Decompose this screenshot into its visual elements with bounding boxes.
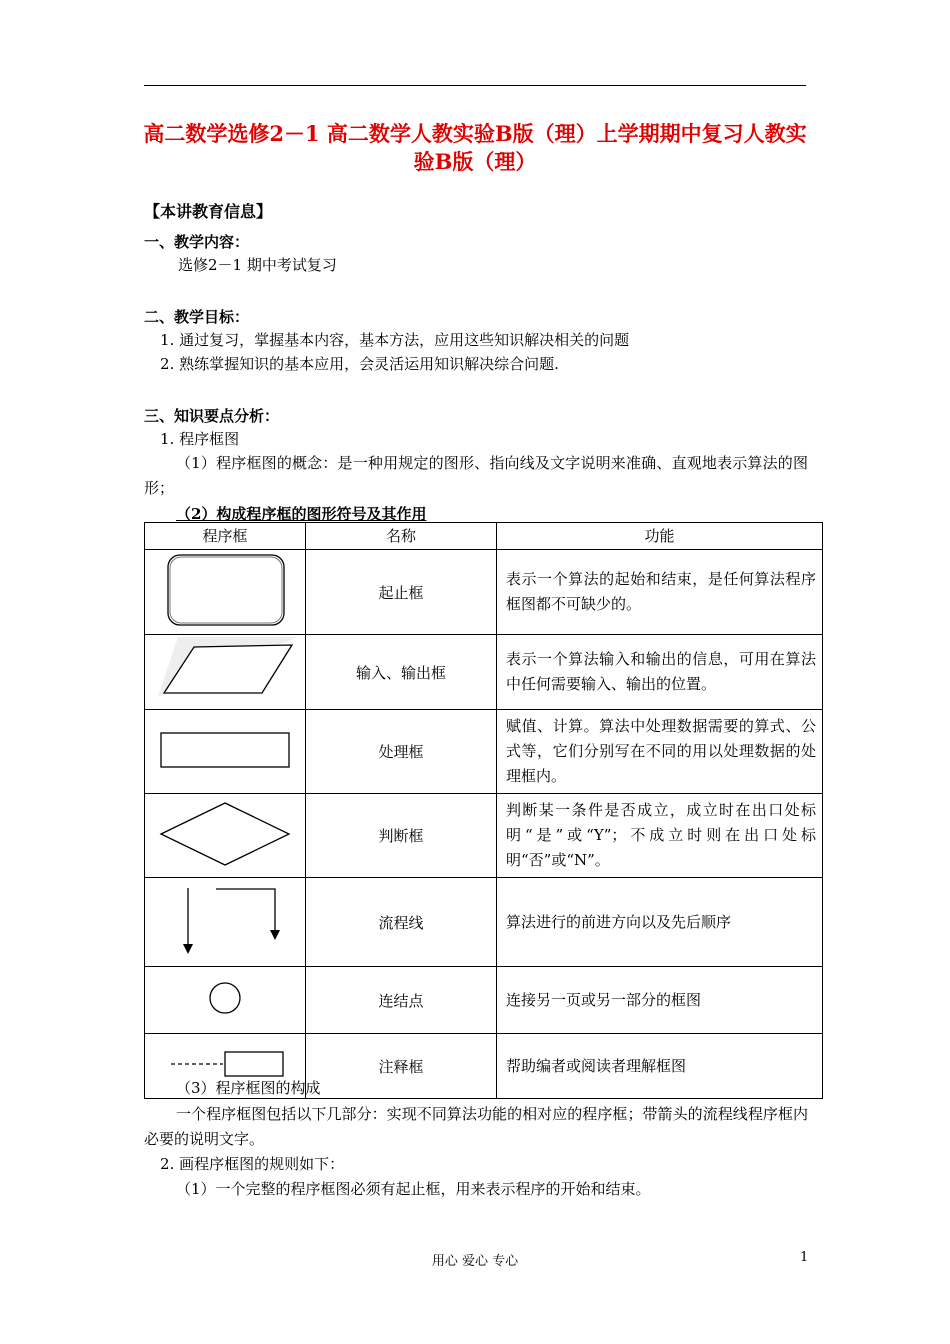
table-row	[145, 878, 823, 967]
section-2-heading: 二、教学目标：	[144, 308, 250, 326]
page-footer: 用心 爱心 专心	[431, 1254, 519, 1269]
symbol-function: 连接另一页或另一部分的框图	[497, 967, 823, 1034]
symbol-name: 处理框	[306, 710, 497, 794]
symbol-function: 表示一个算法的起始和结束，是任何算法程序框图都不可缺少的。	[497, 550, 823, 635]
subsection-heading: 2. 画程序框图的规则如下：	[160, 1155, 345, 1173]
table-row	[145, 550, 823, 635]
table-caption: （2）构成程序框的图形符号及其作用	[176, 505, 427, 523]
rule-item: （1）一个完整的程序框图必须有起止框，用来表示程序的开始和结束。	[176, 1180, 651, 1198]
document-title: 高二数学选修2－1 高二数学人教实验B版（理）上学期期中复习人教实验B版（理）	[143, 121, 807, 174]
symbol-name: 判断框	[306, 794, 497, 878]
table-row	[145, 710, 823, 794]
symbol-function: 表示一个算法输入和输出的信息，可用在算法中任何需要输入、输出的位置。	[497, 635, 823, 710]
composition-paragraph: 一个程序框图包括以下几部分：实现不同算法功能的相对应的程序框；带箭头的流程线程序框内必要的说明文字。	[144, 1105, 808, 1148]
header-rule	[144, 85, 806, 86]
column-header: 程序框	[145, 523, 306, 550]
info-header: 【本讲教育信息】	[144, 202, 273, 221]
objective-item: 1. 通过复习，掌握基本内容，基本方法，应用这些知识解决相关的问题	[160, 331, 630, 349]
objective-item: 2. 熟练掌握知识的基本应用，会灵活运用知识解决综合问题.	[160, 355, 559, 373]
symbol-name: 流程线	[306, 878, 497, 967]
parallelogram-icon	[145, 635, 306, 710]
section-1-body: 选修2－1 期中考试复习	[178, 256, 337, 274]
symbol-function: 判断某一条件是否成立，成立时在出口处标明“是”或“Y”；不成立时则在出口处标明“否”或“N”。	[497, 794, 823, 878]
symbol-function: 帮助编者或阅读者理解框图	[497, 1034, 823, 1099]
table-row	[145, 967, 823, 1034]
flow-arrows-icon	[145, 878, 306, 967]
symbol-name: 连结点	[306, 967, 497, 1034]
subsection-heading: 1. 程序框图	[160, 430, 240, 448]
rectangle-icon	[145, 710, 306, 794]
terminal-box-icon	[145, 550, 306, 635]
table-row	[145, 794, 823, 878]
symbol-table	[144, 522, 823, 1099]
composition-heading: （3）程序框图的构成	[176, 1079, 321, 1097]
symbol-name: 起止框	[306, 550, 497, 635]
table-header-row	[145, 523, 823, 550]
symbol-function: 赋值、计算。算法中处理数据需要的算式、公式等，它们分别写在不同的用以处理数据的处理框内。	[497, 710, 823, 794]
table-row	[145, 635, 823, 710]
section-1-heading: 一、教学内容：	[144, 233, 250, 251]
diamond-icon	[145, 794, 306, 878]
column-header: 功能	[497, 523, 823, 550]
symbol-function: 算法进行的前进方向以及先后顺序	[497, 878, 823, 967]
circle-icon	[145, 967, 306, 1034]
column-header: 名称	[306, 523, 497, 550]
section-3-heading: 三、知识要点分析：	[144, 407, 280, 425]
page-number: 1	[800, 1250, 809, 1265]
symbol-name: 注释框	[306, 1034, 497, 1099]
concept-paragraph: （1）程序框图的概念：是一种用规定的图形、指向线及文字说明来准确、直观地表示算法的图形；	[144, 454, 808, 497]
symbol-name: 输入、输出框	[306, 635, 497, 710]
